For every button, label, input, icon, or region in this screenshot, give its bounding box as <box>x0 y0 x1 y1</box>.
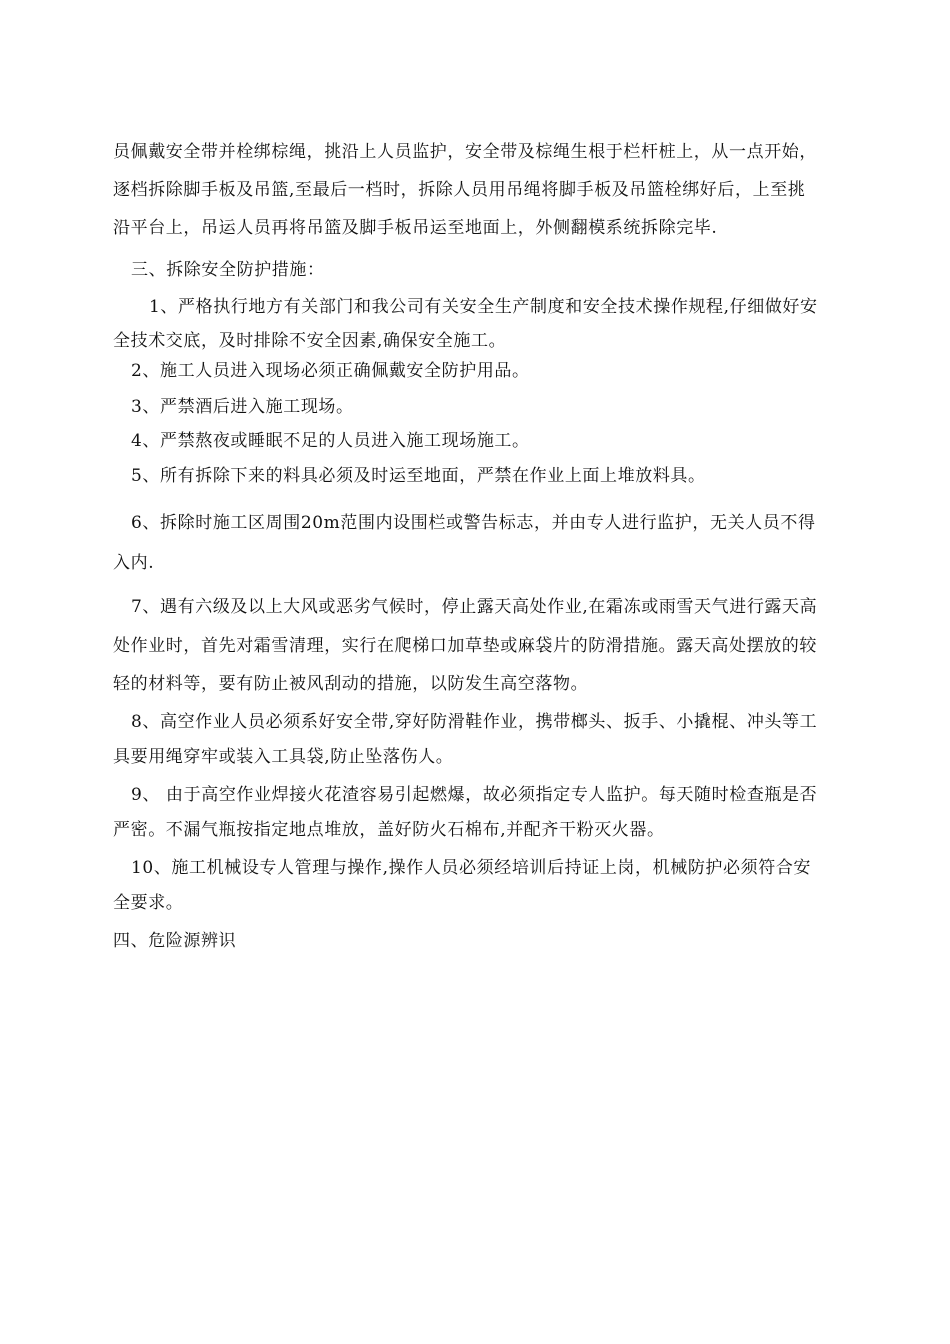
item-7-line-3: 轻的材料等，要有防止被风刮动的措施，以防发生高空落物。 <box>113 674 589 694</box>
section-4-heading: 四、危险源辨识 <box>113 931 237 951</box>
item-7-line-1: 7、遇有六级及以上大风或恶劣气候时，停止露天高处作业,在霜冻或雨雪天气进行露天高 <box>131 597 818 617</box>
item-3: 3、严禁酒后进入施工现场。 <box>131 397 354 417</box>
item-7-line-2: 处作业时，首先对霜雪清理，实行在爬梯口加草垫或麻袋片的防滑措施。露天高处摆放的较 <box>113 636 817 656</box>
item-6-line-1: 6、拆除时施工区周围20m范围内设围栏或警告标志，并由专人进行监护，无关人员不得 <box>131 513 816 533</box>
item-8-line-2: 具要用绳穿牢或装入工具袋,防止坠落伤人。 <box>113 747 454 767</box>
item-5: 5、所有拆除下来的料具必须及时运至地面，严禁在作业上面上堆放料具。 <box>131 466 706 486</box>
section-3-heading: 三、拆除安全防护措施： <box>131 260 325 280</box>
intro-line-1: 员佩戴安全带并栓绑棕绳，挑沿上人员监护，安全带及棕绳生根于栏杆桩上，从一点开始， <box>113 142 817 162</box>
item-4: 4、严禁熬夜或睡眠不足的人员进入施工现场施工。 <box>131 431 530 451</box>
item-9-line-1: 9、 由于高空作业焊接火花渣容易引起燃爆，故必须指定专人监护。每天随时检查瓶是否 <box>131 785 818 805</box>
item-1-line-2: 全技术交底，及时排除不安全因素,确保安全施工。 <box>113 331 507 351</box>
intro-line-3: 沿平台上，吊运人员再将吊篮及脚手板吊运至地面上，外侧翻模系统拆除完毕. <box>113 218 718 238</box>
item-10-line-2: 全要求。 <box>113 893 184 913</box>
item-8-line-1: 8、高空作业人员必须系好安全带,穿好防滑鞋作业，携带榔头、扳手、小撬棍、冲头等工 <box>131 712 818 732</box>
intro-line-2: 逐档拆除脚手板及吊篮,至最后一档时，拆除人员用吊绳将脚手板及吊篮栓绑好后，上至挑 <box>113 180 806 200</box>
item-2: 2、施工人员进入现场必须正确佩戴安全防护用品。 <box>131 361 530 381</box>
item-6-line-2: 入内. <box>113 553 155 573</box>
item-1-line-1: 1、严格执行地方有关部门和我公司有关安全生产制度和安全技术操作规程,仔细做好安 <box>149 297 818 317</box>
item-10-line-1: 10、施工机械设专人管理与操作,操作人员必须经培训后持证上岗，机械防护必须符合安 <box>131 858 812 878</box>
item-9-line-2: 严密。不漏气瓶按指定地点堆放，盖好防火石棉布,并配齐干粉灭火器。 <box>113 820 665 840</box>
